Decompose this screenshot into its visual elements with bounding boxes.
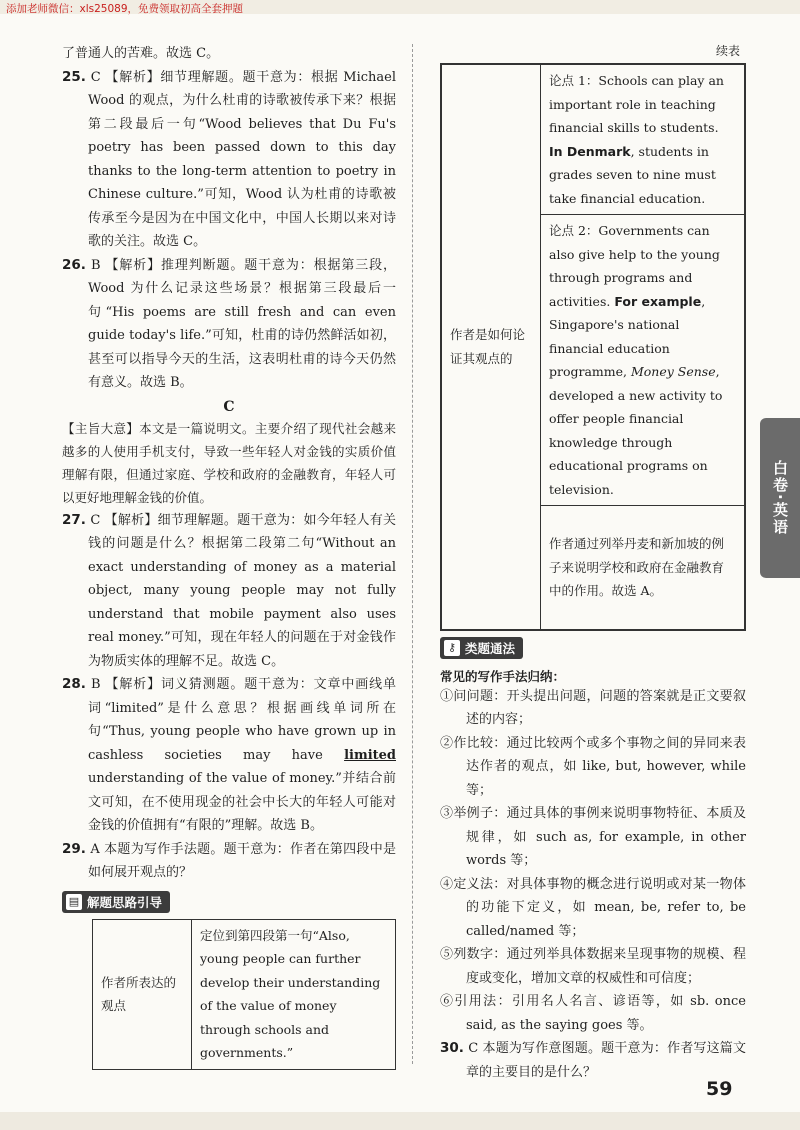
answer-25 xyxy=(62,66,396,254)
list-item: ②作比较：通过比较两个或多个事物之间的异同来表达作者的观点，如 like, but, however, while 等； xyxy=(440,735,746,798)
argument-2-text: 论点 2：Governments can also give help to the young through programs and activities. xyxy=(549,223,720,309)
answer-text: C 【解析】细节理解题。题干意为：根据 Michael Wood 的观点，为什么杜甫的诗歌被传承下来？根据第二段最后一句“Wood believes that Du Fu's poetry has been passed down to this day thanks to the long-term attention to poetry in Chinese culture.”可知，Wood 认为杜甫的诗歌被传承至今是因为在中国文化中，中国人长期以来对诗歌的关注。故选 C。 xyxy=(88,69,397,249)
viewpoint-table xyxy=(92,919,396,1070)
row-label: 作者是如何论证其观点的 xyxy=(441,64,541,630)
side-tab: 白卷·英语 xyxy=(760,418,800,578)
bottom-band xyxy=(0,1112,800,1130)
answer-29 xyxy=(62,838,396,885)
question-number: 27. xyxy=(62,511,86,528)
list-item: ③举例子：通过具体的事例来说明事物特征、本质及规律，如 such as, for example, in other words 等； xyxy=(440,806,746,868)
answer-27 xyxy=(62,509,396,674)
answer-30 xyxy=(440,1037,746,1084)
continued-label: 续表 xyxy=(715,44,740,58)
argument-table xyxy=(440,63,746,631)
methods-list xyxy=(440,685,746,1038)
underlined-word: limited xyxy=(344,747,396,763)
question-number: 25. xyxy=(62,68,86,85)
table-row xyxy=(93,919,396,1069)
list-item: ①问问题：开头提出问题，问题的答案就是正文要叙述的内容； xyxy=(440,688,746,727)
key-icon: ⚷ xyxy=(444,640,460,656)
row-content: 定位到第四段第一句“Also, young people can further develop their understanding of the value of money through schools and governments.” xyxy=(192,919,396,1069)
solution-guide-banner xyxy=(62,891,170,913)
italic-title: Money Sense xyxy=(630,364,716,379)
argument-2-mid: , Singapore's national financial education programme, xyxy=(549,293,706,379)
guide-icon: ▤ xyxy=(66,894,82,910)
answer-text-after: understanding of the value of money.”并结合前文可知，在不使用现金的社会中长大的年轻人可能对金钱的价值拥有“有限的”理解。故选 B。 xyxy=(88,771,396,833)
answer-text: B 【解析】推理判断题。题干意为：根据第三段，Wood 为什么记录这些场景？根据第三段最后一句“His poems are still fresh and can even guide today's life.”可知，杜甫的诗仍然鲜活如初，甚至可以指导今天的生活，这表明杜甫的诗今天仍然有意义。故选 B。 xyxy=(88,257,396,390)
answer-text: C 本题为写作意图题。题干意为：作者写这篇文章的主要目的是什么？ xyxy=(466,1041,746,1080)
methods-subheading: 常见的写作手法归纳： xyxy=(440,668,566,684)
answer-26 xyxy=(62,254,396,395)
list-item: ⑥引用法：引用名人名言、谚语等，如 sb. once said, as the saying goes 等。 xyxy=(440,994,746,1033)
question-number: 30. xyxy=(440,1040,464,1056)
page-number: 59 xyxy=(706,1078,733,1100)
row-label: 作者所表达的观点 xyxy=(93,919,192,1069)
answer-text-before: B 【解析】词义猜测题。题干意为：文章中画线单词“limited”是什么意思？根据画线单词所在句“Thus, young people who have grown up in cashless societies may have xyxy=(88,677,396,763)
watermark-text: 添加老师微信：xls25089，免费领取初高全套押题 xyxy=(6,3,244,15)
emphasis-text: In Denmark xyxy=(549,143,631,159)
answer-28 xyxy=(62,673,396,838)
table-row xyxy=(441,64,745,215)
question-number: 29. xyxy=(62,840,86,857)
banner-label: 解题思路引导 xyxy=(87,894,163,910)
answer-text: A 本题为写作手法题。题干意为：作者在第四段中是如何展开观点的？ xyxy=(88,841,396,880)
answer-text: C 【解析】细节理解题。题干意为：如今年轻人有关钱的问题是什么？根据第二段第二句“Without an exact understanding of money as a material object, many young people may not fully understand that mobile payment also uses real money.”可知，现在年轻人的问题在于对金钱作为物质实体的理解不足。故选 C。 xyxy=(88,512,396,669)
banner-label: 类题通法 xyxy=(465,640,516,656)
conclusion: 作者通过列举丹麦和新加坡的例子来说明学校和政府在金融教育中的作用。故选 A。 xyxy=(541,506,746,630)
column-divider xyxy=(412,44,413,1064)
argument-1-suffix: , students in grades seven to nine must take financial education. xyxy=(549,143,716,206)
argument-2 xyxy=(541,215,746,506)
emphasis-text: For example xyxy=(614,293,702,309)
left-column xyxy=(62,42,396,1070)
argument-1-text: 论点 1：Schools can play an important role in teaching financial skills to students. xyxy=(549,73,724,135)
question-number: 28. xyxy=(62,676,86,692)
argument-2-suffix: , developed a new activity to offer people financial knowledge through educational programs on television. xyxy=(549,364,723,497)
list-item: ④定义法：对具体事物的概念进行说明或对某一物体的功能下定义，如 mean, be, refer to, be called/named 等； xyxy=(440,876,746,939)
argument-1 xyxy=(541,64,746,215)
right-column xyxy=(440,42,746,1084)
list-item: ⑤列数字：通过列举具体数据来呈现事物的规模、程度或变化，增加文章的权威性和可信度； xyxy=(440,947,746,986)
question-number: 26. xyxy=(62,256,86,273)
method-banner xyxy=(440,637,523,659)
continuation-line: 了普通人的苦难。故选 C。 xyxy=(62,46,220,61)
main-idea: 【主旨大意】本文是一篇说明文。主要介绍了现代社会越来越多的人使用手机支付，导致一些年轻人对金钱的实质价值理解有限，但通过家庭、学校和政府的金融教育，年轻人可以更好地理解金钱的价值。 xyxy=(62,420,396,505)
section-heading: C xyxy=(223,398,235,415)
